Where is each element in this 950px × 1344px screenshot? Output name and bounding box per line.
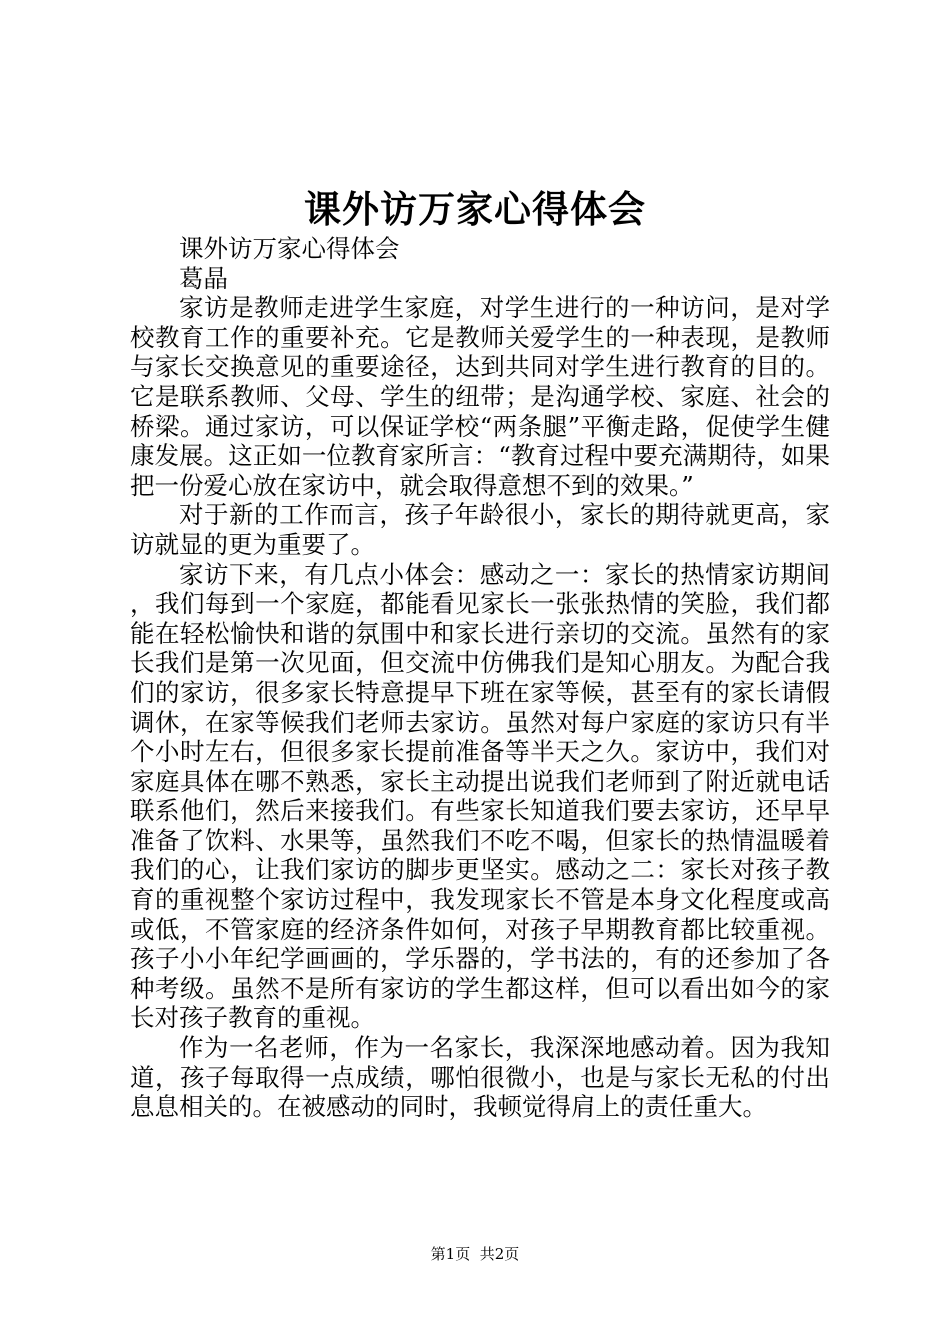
body-paragraph: 家访下来，有几点小体会：感动之一：家长的热情家访期间，我们每到一个家庭，都能看见家长一张张热情的笑脸，我们都能在轻松愉快和谐的氛围中和家长进行亲切的交流。虽然有的家长我们是第一次见面，但交流中仿佛我们是知心朋友。为配合我们的家访，很多家长特意提早下班在家等候，甚至有的家长请假调休，在家等候我们老师去家访。虽然对每户家庭的家访只有半个小时左右，但很多家长提前准备等半天之久。家访中，我们对家庭具体在哪不熟悉，家长主动提出说我们老师到了附近就电话联系他们，然后来接我们。有些家长知道我们要去家访，还早早准备了饮料、水果等，虽然我们不吃不喝，但家长的热情温暖着我们的心，让我们家访的脚步更坚实。感动之二：家长对孩子教育的重视整个家访过程中，我发现家长不管是本身文化程度或高或低，不管家庭的经济条件如何，对孩子早期教育都比较重视。孩子小小年纪学画画的，学乐器的，学书法的，有的还参加了各种考级。虽然不是所有家访的学生都这样，但可以看出如今的家长对孩子教育的重视。 — [130, 559, 830, 1033]
document-title: 课外访万家心得体会 — [304, 187, 646, 231]
body-paragraph: 家访是教师走进学生家庭，对学生进行的一种访问，是对学校教育工作的重要补充。它是教师关爱学生的一种表现，是教师与家长交换意见的重要途径，达到共同对学生进行教育的目的。它是联系教师、父母、学生的纽带；是沟通学校、家庭、社会的桥梁。通过家访，可以保证学校“两条腿”平衡走路，促使学生健康发展。这正如一位教育家所言：“教育过程中要充满期待，如果把一份爱心放在家访中，就会取得意想不到的效果。” — [130, 293, 830, 500]
page-footer — [0, 1244, 950, 1264]
page-total: 共2页 — [479, 1245, 520, 1263]
page-number: 第1页 — [430, 1245, 471, 1263]
subtitle-paragraph: 课外访万家心得体会 — [179, 234, 400, 263]
body-paragraph: 作为一名老师，作为一名家长，我深深地感动着。因为我知道，孩子每取得一点成绩，哪怕很微小，也是与家长无私的付出息息相关的。在被感动的同时，我顿觉得肩上的责任重大。 — [130, 1033, 830, 1122]
body-paragraph: 对于新的工作而言，孩子年龄很小，家长的期待就更高，家访就显的更为重要了。 — [130, 500, 830, 559]
document-body — [130, 234, 830, 1122]
author-paragraph: 葛晶 — [179, 263, 228, 293]
